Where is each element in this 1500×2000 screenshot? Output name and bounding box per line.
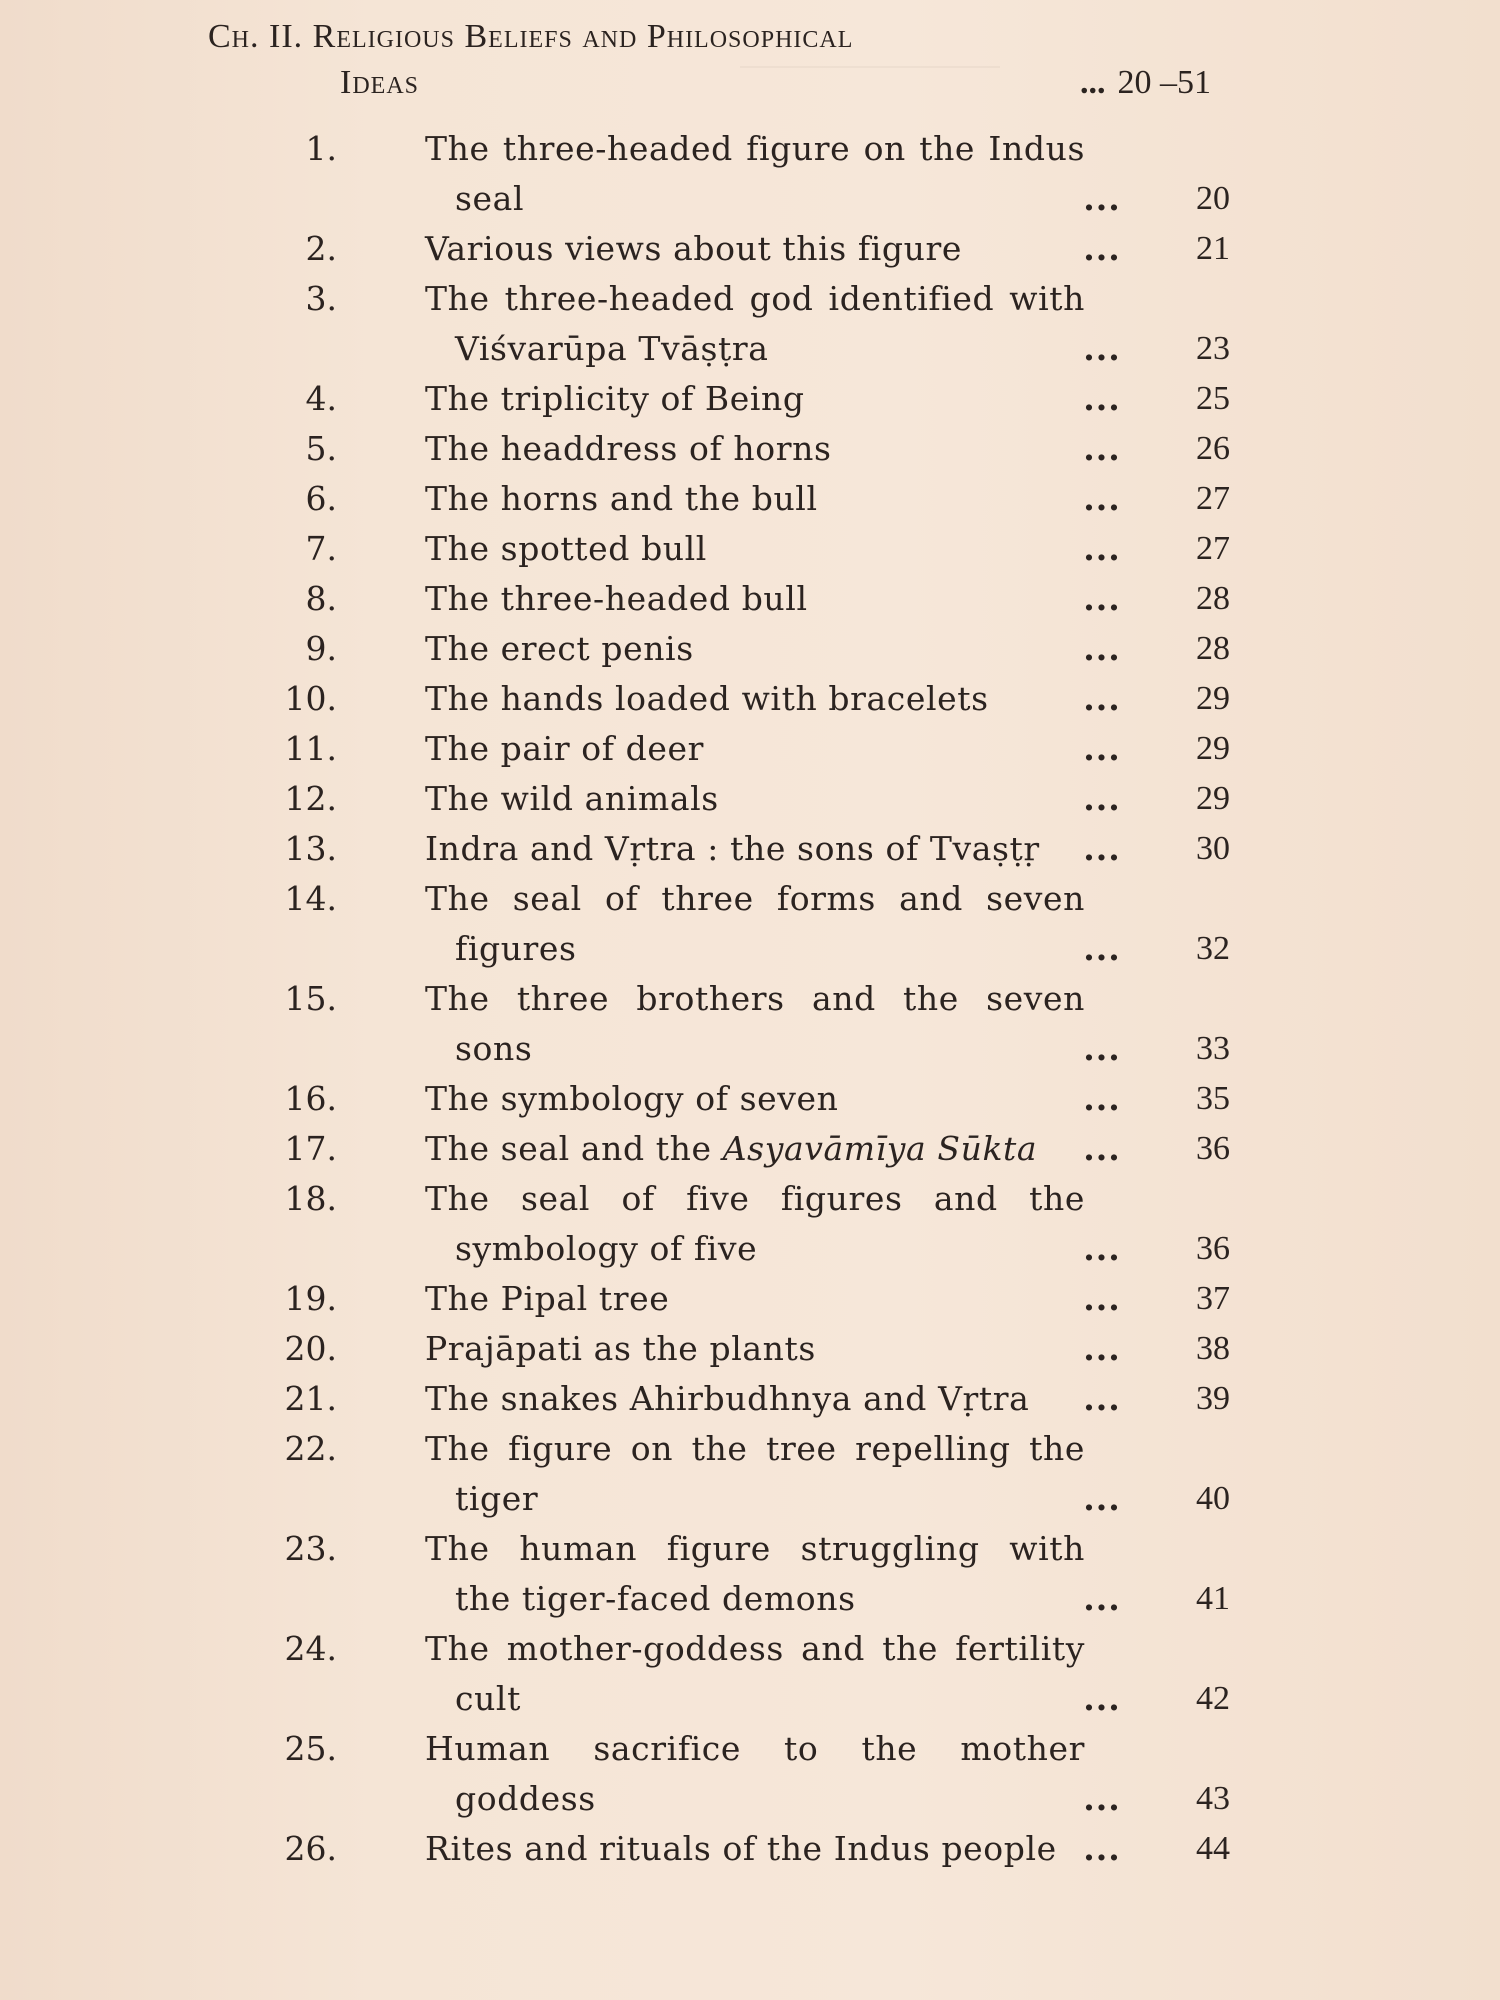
toc-entry-title: The human figure struggling with bbox=[425, 1529, 1085, 1568]
toc-entry-number: 14. bbox=[284, 879, 337, 918]
toc-entry-leader-dots: ... bbox=[1083, 479, 1121, 518]
toc-entry-leader-dots: ... bbox=[1083, 1329, 1121, 1368]
toc-entry-title: The pair of deer bbox=[425, 729, 705, 768]
toc-entry-page-number: 20 bbox=[1196, 180, 1230, 217]
toc-entry[interactable] bbox=[284, 1629, 1280, 1730]
toc-entry-title bbox=[425, 1130, 1037, 1168]
toc-entry-page-number: 26 bbox=[1196, 430, 1230, 467]
toc-entry-number: 13. bbox=[284, 829, 337, 868]
toc-entry-title: The three-headed bull bbox=[425, 579, 808, 618]
toc-entry[interactable] bbox=[284, 1279, 1280, 1330]
toc-entry-page-number: 28 bbox=[1196, 630, 1230, 667]
toc-entry-title: The three-headed figure on the Indus bbox=[425, 129, 1085, 168]
toc-entry-leader-dots: ... bbox=[1083, 229, 1121, 268]
toc-entry[interactable] bbox=[284, 1529, 1280, 1630]
toc-entry-page-number: 27 bbox=[1196, 480, 1230, 517]
toc-entry-number: 7. bbox=[305, 529, 337, 568]
toc-entry-leader-dots: ... bbox=[1083, 1229, 1121, 1268]
toc-entry-page-number: 36 bbox=[1196, 1130, 1230, 1167]
toc-entry-leader-dots: ... bbox=[1083, 679, 1121, 718]
toc-entry-title: The seal of three forms and seven bbox=[425, 879, 1085, 918]
toc-entry-number: 1. bbox=[305, 129, 337, 168]
toc-entry[interactable] bbox=[300, 530, 1280, 580]
toc-entry-leader-dots: ... bbox=[1083, 1829, 1121, 1868]
toc-entry-number: 10. bbox=[284, 679, 337, 718]
toc-entry-leader-dots: ... bbox=[1083, 1579, 1121, 1618]
toc-entry-title: The figure on the tree repelling the bbox=[425, 1429, 1085, 1468]
toc-entry-title-text: The seal and the bbox=[425, 1129, 723, 1168]
toc-entry[interactable] bbox=[284, 979, 1280, 1080]
toc-entry-page-number: 30 bbox=[1196, 830, 1230, 867]
toc-entry-page-number: 32 bbox=[1196, 930, 1230, 967]
toc-entry-title: The erect penis bbox=[425, 629, 694, 668]
toc-entry-number: 18. bbox=[284, 1179, 337, 1218]
toc-entry-leader-dots: ... bbox=[1083, 529, 1121, 568]
toc-entry-leader-dots: ... bbox=[1083, 1379, 1121, 1418]
toc-entry-leader-dots: ... bbox=[1083, 929, 1121, 968]
toc-entry-title: The symbology of seven bbox=[425, 1079, 839, 1118]
toc-entry-page-number: 25 bbox=[1196, 380, 1230, 417]
toc-entry-title: The triplicity of Being bbox=[425, 379, 805, 418]
toc-entry-number: 2. bbox=[305, 229, 337, 268]
toc-entry-title: The snakes Ahirbudhnya and Vṛtra bbox=[425, 1379, 1030, 1418]
toc-entry-number: 4. bbox=[305, 379, 337, 418]
toc-entry-number: 12. bbox=[284, 779, 337, 818]
toc-entry-title-continued: seal bbox=[455, 179, 525, 218]
toc-entry-title-continued: tiger bbox=[455, 1479, 539, 1518]
toc-entry-page-number: 37 bbox=[1196, 1280, 1230, 1317]
toc-entry-number: 22. bbox=[284, 1429, 337, 1468]
toc-entry[interactable] bbox=[300, 380, 1280, 430]
toc-entry-number: 19. bbox=[284, 1279, 337, 1318]
toc-entry-leader-dots: ... bbox=[1083, 1129, 1121, 1168]
toc-entry[interactable] bbox=[300, 580, 1280, 630]
toc-entry-title: The Pipal tree bbox=[425, 1279, 670, 1318]
toc-entry-title: The mother-goddess and the fertility bbox=[425, 1629, 1085, 1668]
toc-entry-page-number: 33 bbox=[1196, 1030, 1230, 1067]
toc-entry-title: The hands loaded with bracelets bbox=[425, 679, 989, 718]
chapter-dots: ... bbox=[1080, 64, 1106, 101]
toc-entry-title: The headdress of horns bbox=[425, 429, 832, 468]
toc-entry-title: The wild animals bbox=[425, 779, 719, 818]
toc-entry[interactable] bbox=[284, 779, 1280, 830]
toc-entry-title-continued: figures bbox=[455, 929, 577, 968]
toc-entry-number: 11. bbox=[284, 729, 337, 768]
chapter-title-text-1: Religious Beliefs and Philosophical bbox=[312, 18, 854, 55]
toc-entry[interactable] bbox=[284, 1329, 1280, 1380]
toc-entry-title-continued: symbology of five bbox=[455, 1229, 758, 1268]
chapter-title-line2 bbox=[340, 64, 1268, 110]
toc-entry[interactable] bbox=[284, 729, 1280, 780]
toc-entry-title-continued: Viśvarūpa Tvāṣṭra bbox=[455, 329, 769, 368]
toc-entry-leader-dots: ... bbox=[1083, 579, 1121, 618]
toc-entry[interactable] bbox=[300, 280, 1280, 380]
toc-entry-page-number: 38 bbox=[1196, 1330, 1230, 1367]
toc-entry-leader-dots: ... bbox=[1083, 179, 1121, 218]
toc-entry-number: 6. bbox=[305, 479, 337, 518]
toc-entry-number: 24. bbox=[284, 1629, 337, 1668]
toc-entry-page-number: 23 bbox=[1196, 330, 1230, 367]
toc-entry-number: 8. bbox=[305, 579, 337, 618]
toc-entry-page-number: 29 bbox=[1196, 730, 1230, 767]
toc-entry-page-number: 42 bbox=[1196, 1680, 1230, 1717]
toc-entry-title: Indra and Vṛtra : the sons of Tvaṣṭṛ bbox=[425, 829, 1040, 868]
toc-entry[interactable] bbox=[284, 1129, 1280, 1180]
toc-entry-title-continued: sons bbox=[455, 1029, 533, 1068]
toc-entry-title: The three brothers and the seven bbox=[425, 979, 1085, 1018]
toc-entry-page-number: 40 bbox=[1196, 1480, 1230, 1517]
toc-entry-page-number: 28 bbox=[1196, 580, 1230, 617]
toc-entry-title-continued: the tiger-faced demons bbox=[455, 1579, 856, 1618]
toc-entry[interactable] bbox=[300, 480, 1280, 530]
toc-entry[interactable] bbox=[284, 1829, 1280, 1880]
toc-entry-leader-dots: ... bbox=[1083, 729, 1121, 768]
toc-entry-leader-dots: ... bbox=[1083, 1029, 1121, 1068]
toc-entry-title-continued: goddess bbox=[455, 1779, 596, 1818]
toc-entry-title: Human sacrifice to the mother bbox=[425, 1729, 1085, 1768]
toc-entry-title: The spotted bull bbox=[425, 529, 707, 568]
chapter-page-range bbox=[1080, 64, 1211, 102]
toc-entry-page-number: 35 bbox=[1196, 1080, 1230, 1117]
toc-entry-leader-dots: ... bbox=[1083, 329, 1121, 368]
toc-entry-number: 16. bbox=[284, 1079, 337, 1118]
toc-entry-number: 3. bbox=[305, 279, 337, 318]
toc-entry-leader-dots: ... bbox=[1083, 1779, 1121, 1818]
toc-entry-page-number: 27 bbox=[1196, 530, 1230, 567]
toc-entry[interactable] bbox=[300, 130, 1280, 230]
toc-entry[interactable] bbox=[284, 1729, 1280, 1830]
toc-entry-title: The horns and the bull bbox=[425, 479, 818, 518]
toc-entry-number: 15. bbox=[284, 979, 337, 1018]
chapter-pages: 20 –51 bbox=[1117, 64, 1211, 101]
toc-entry-leader-dots: ... bbox=[1083, 629, 1121, 668]
toc-entry-number: 17. bbox=[284, 1129, 337, 1168]
toc-entry-number: 25. bbox=[284, 1729, 337, 1768]
toc-entry-page-number: 39 bbox=[1196, 1380, 1230, 1417]
toc-entry-page-number: 29 bbox=[1196, 780, 1230, 817]
toc-entry-leader-dots: ... bbox=[1083, 379, 1121, 418]
toc-entry-page-number: 41 bbox=[1196, 1580, 1230, 1617]
toc-entry-page-number: 21 bbox=[1196, 230, 1230, 267]
toc-entry[interactable] bbox=[284, 1179, 1280, 1280]
toc-entry[interactable] bbox=[284, 829, 1280, 880]
toc-entry-page-number: 43 bbox=[1196, 1780, 1230, 1817]
toc-entry-number: 9. bbox=[305, 629, 337, 668]
toc-entry[interactable] bbox=[284, 1079, 1280, 1130]
toc-entry[interactable] bbox=[300, 430, 1280, 480]
toc-entry-number: 20. bbox=[284, 1329, 337, 1368]
toc-entry-title: Various views about this figure bbox=[425, 229, 962, 268]
toc-entry-number: 21. bbox=[284, 1379, 337, 1418]
toc-entry-title: The three-headed god identified with bbox=[425, 279, 1085, 318]
toc-entry-page-number: 29 bbox=[1196, 680, 1230, 717]
toc-entry-title: Prajāpati as the plants bbox=[425, 1329, 816, 1368]
toc-entry-leader-dots: ... bbox=[1083, 1679, 1121, 1718]
toc-entry-title-italic: Asyavāmīya Sūkta bbox=[722, 1129, 1038, 1168]
toc-entry-leader-dots: ... bbox=[1083, 1079, 1121, 1118]
toc-entry-number: 26. bbox=[284, 1829, 337, 1868]
toc-entry[interactable] bbox=[300, 230, 1280, 280]
toc-entry-page-number: 44 bbox=[1196, 1830, 1230, 1867]
chapter-title-line1 bbox=[208, 18, 1268, 56]
toc-entry-title-continued: cult bbox=[455, 1679, 521, 1718]
toc-entry[interactable] bbox=[284, 879, 1280, 980]
toc-entry[interactable] bbox=[284, 1429, 1280, 1530]
toc-entry-title: Rites and rituals of the Indus people bbox=[425, 1829, 1057, 1868]
toc-entry-title: The seal of five figures and the bbox=[425, 1179, 1085, 1218]
toc-entry-leader-dots: ... bbox=[1083, 1479, 1121, 1518]
toc-entry-leader-dots: ... bbox=[1083, 429, 1121, 468]
toc-entry-leader-dots: ... bbox=[1083, 779, 1121, 818]
toc-entry-leader-dots: ... bbox=[1083, 829, 1121, 868]
chapter-heading bbox=[208, 18, 1268, 110]
toc-entry[interactable] bbox=[284, 1379, 1280, 1430]
toc-entry[interactable] bbox=[284, 679, 1280, 730]
toc-entry-number: 5. bbox=[305, 429, 337, 468]
toc-entry-leader-dots: ... bbox=[1083, 1279, 1121, 1318]
toc-entry[interactable] bbox=[300, 630, 1280, 680]
chapter-title-text-2: Ideas bbox=[340, 64, 419, 101]
toc-entry-page-number: 36 bbox=[1196, 1230, 1230, 1267]
toc-entry-number: 23. bbox=[284, 1529, 337, 1568]
chapter-label: Ch. II. bbox=[208, 18, 304, 55]
